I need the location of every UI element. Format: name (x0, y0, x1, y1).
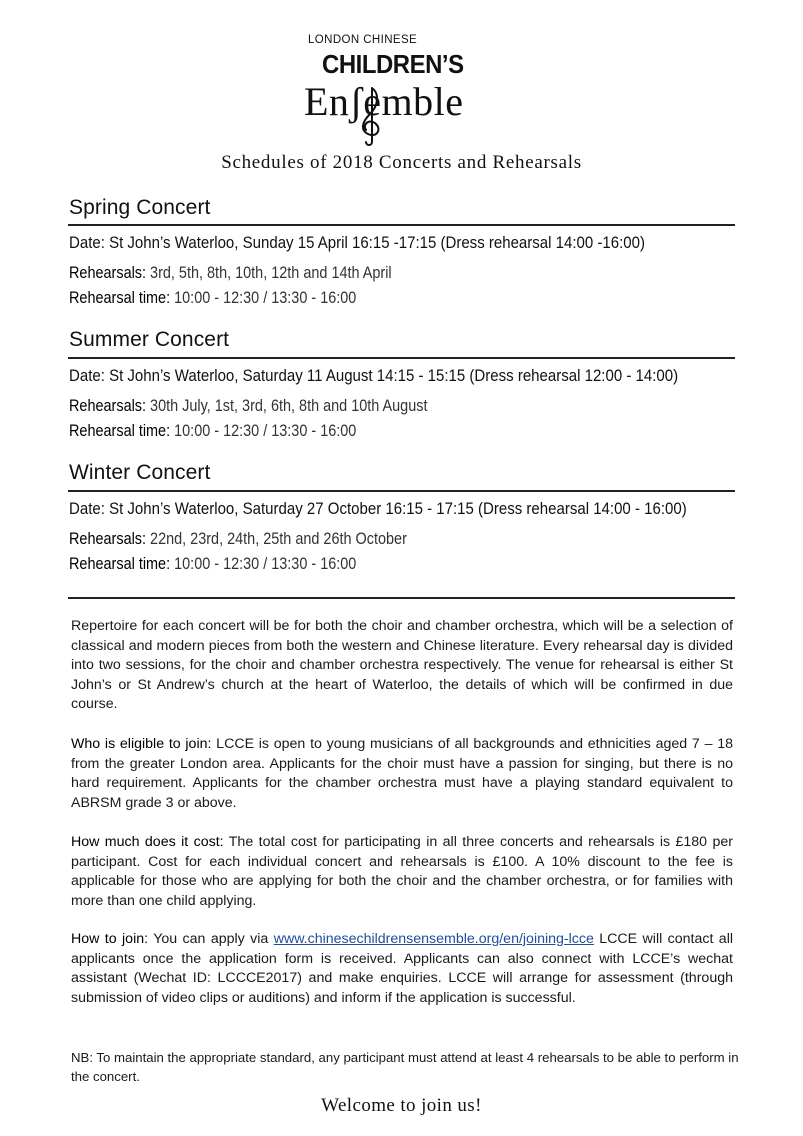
welcome-message: Welcome to join us! (321, 1095, 482, 1116)
logo-line-ensemble: Enʃemble (304, 79, 464, 124)
treble-clef-icon (350, 84, 392, 148)
spring-time-value: 10:00 - 12:30 / 13:30 - 16:00 (170, 288, 357, 307)
winter-divider (68, 490, 735, 492)
schedule-end-divider (68, 597, 735, 599)
summer-rehearsal-time (69, 421, 356, 441)
ensemble-logo (300, 34, 515, 144)
spring-divider (68, 224, 735, 226)
spring-rehearsals-dates: 3rd, 5th, 8th, 10th, 12th and 14th April (146, 263, 392, 282)
attendance-note: NB: To maintain the appropriate standard, any participant must attend at least 4 rehearsals to be able to perform in the concert. (71, 1050, 739, 1084)
how-to-join-text-before: You can apply via (148, 931, 274, 947)
winter-concert-heading: Winter Concert (69, 461, 211, 484)
spring-rehearsal-time (69, 288, 356, 308)
summer-concert-date: Date: St John’s Waterloo, Saturday 11 August 14:15 - 15:15 (Dress rehearsal 12:00 - 14:00) (69, 366, 679, 385)
winter-rehearsal-time (69, 554, 356, 574)
winter-concert-date: Date: St John’s Waterloo, Saturday 27 October 16:15 - 17:15 (Dress rehearsal 14:00 - 16:00) (69, 499, 687, 518)
eligibility-paragraph (71, 735, 733, 813)
how-to-join-text-after: LCCE will contact all applicants once the application form is received. Applicants can also connect with LCCE’s wechat assistant (Wechat ID: LCCCE2017) and make enquiries. LCCE will arrange for assessment (through submission of video clips or auditions) and inform if the application is successful. (71, 931, 733, 1006)
logo-line-childrens: CHILDREN’S (322, 49, 464, 79)
winter-time-label: Rehearsal time: (69, 554, 171, 573)
winter-rehearsals (69, 529, 407, 549)
spring-concert-heading: Spring Concert (69, 196, 211, 219)
winter-rehearsals-dates: 22nd, 23rd, 24th, 25th and 26th October (146, 529, 407, 548)
spring-rehearsals-label: Rehearsals: (69, 263, 147, 282)
eligibility-text: LCCE is open to young musicians of all backgrounds and ethnicities aged 7 – 18 from the greater London area. Applicants for the choir must have a passion for singing, but there is no hard requirement. Applicants for the chamber orchestra must have a playing standard equivalent to ABRSM grade 3 or above. (71, 736, 733, 811)
winter-rehearsals-label: Rehearsals: (69, 529, 147, 548)
cost-paragraph (71, 833, 733, 911)
summer-concert-heading: Summer Concert (69, 328, 230, 351)
summer-rehearsals-label: Rehearsals: (69, 396, 147, 415)
spring-rehearsals (69, 263, 392, 283)
page-title: Schedules of 2018 Concerts and Rehearsals (221, 152, 582, 173)
repertoire-paragraph: Repertoire for each concert will be for both the choir and chamber orchestra, which will be a selection of classical and modern pieces from both the western and Chinese literature. Every rehearsal day is divided into two sessions, for the choir and chamber orchestra respectively. The venue for rehearsal is either St John’s or St Andrew’s church at the heart of Waterloo, the details of which will be confirmed in due course. (71, 618, 733, 712)
how-to-join-paragraph (71, 930, 733, 1008)
spring-time-label: Rehearsal time: (69, 288, 171, 307)
joining-link[interactable]: www.chinesechildrensensemble.org/en/joining-lcce (273, 931, 594, 947)
logo-line-london-chinese: LONDON CHINESE (308, 34, 418, 46)
summer-time-value: 10:00 - 12:30 / 13:30 - 16:00 (170, 421, 357, 440)
spring-concert-date: Date: St John’s Waterloo, Sunday 15 April 16:15 -17:15 (Dress rehearsal 14:00 -16:00) (69, 233, 645, 252)
summer-rehearsals (69, 396, 427, 416)
winter-time-value: 10:00 - 12:30 / 13:30 - 16:00 (170, 554, 357, 573)
summer-time-label: Rehearsal time: (69, 421, 171, 440)
eligibility-label: Who is eligible to join: (71, 736, 212, 752)
how-to-join-label: How to join: (71, 931, 149, 947)
summer-divider (68, 357, 735, 359)
summer-rehearsals-dates: 30th July, 1st, 3rd, 6th, 8th and 10th August (146, 396, 428, 415)
cost-text: The total cost for participating in all three concerts and rehearsals is £180 per participant. Cost for each individual concert and rehearsals is £100. A 10% discount to the fee is applicable for those who are applying for both the choir and the chamber orchestra, or for families with more than one child applying. (71, 834, 733, 909)
cost-label: How much does it cost: (71, 834, 224, 850)
